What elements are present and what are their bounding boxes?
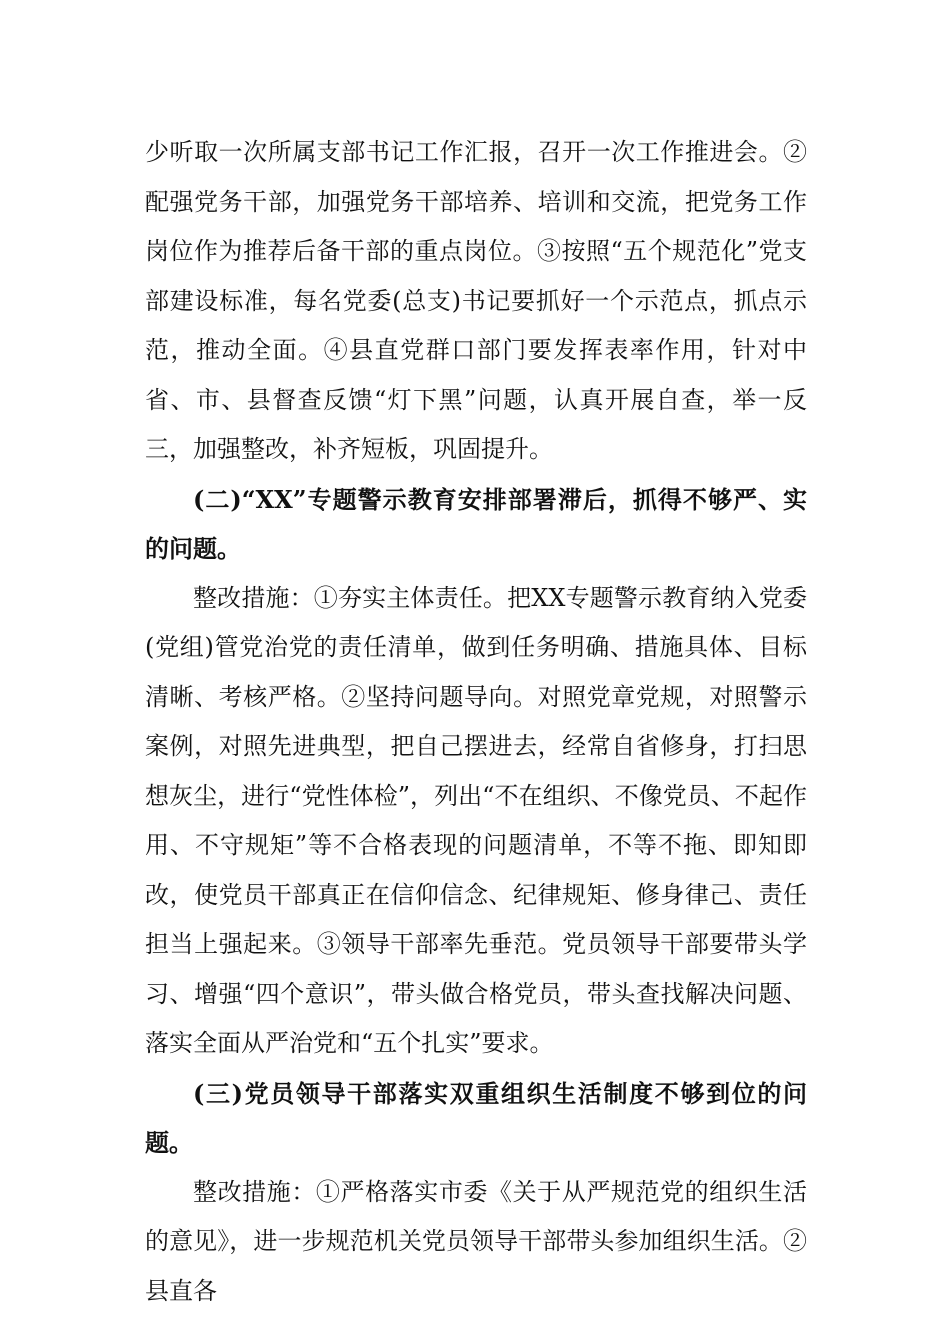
paragraph-body-3: 整改措施：①严格落实市委《关于从严规范党的组织生活的意见》，进一步规范机关党员领导干部带头参加组织生活。②县直各 [145, 1177, 807, 1305]
paragraph-body-2: 整改措施：①夯实主体责任。把XX专题警示教育纳入党委(党组)管党治党的责任清单，做到任务明确、措施具体、目标清晰、考核严格。②坚持问题导向。对照党章党规，对照警示案例，对照先进典型，把自己摆进去，经常自省修身，打扫思想灰尘，进行“党性体检”，列出“不在组织、不像党员、不起作用、不守规矩”等不合格表现的问题清单，不等不拖、即知即改，使党员干部真正在信仰信念、纪律规矩、修身律己、责任担当上强起来。③领导干部率先垂范。党员领导干部要带头学习、增强“四个意识”，带头做合格党员，带头查找解决问题、落实全面从严治党和“五个扎实”要求。 [145, 583, 807, 1057]
document-page [145, 128, 807, 1316]
section-heading-3: (三)党员领导干部落实双重组织生活制度不够到位的问题。 [145, 1078, 807, 1157]
paragraph-body-1: 少听取一次所属支部书记工作汇报，召开一次工作推进会。②配强党务干部，加强党务干部培养、培训和交流，把党务工作岗位作为推荐后备干部的重点岗位。③按照“五个规范化”党支部建设标准，每名党委(总支)书记要抓好一个示范点，抓点示范，推动全面。④县直党群口部门要发挥表率作用，针对中省、市、县督查反馈“灯下黑”问题，认真开展自查，举一反三，加强整改，补齐短板，巩固提升。 [145, 138, 807, 463]
section-heading-2: (二)“XX”专题警示教育安排部署滞后，抓得不够严、实的问题。 [145, 484, 807, 563]
